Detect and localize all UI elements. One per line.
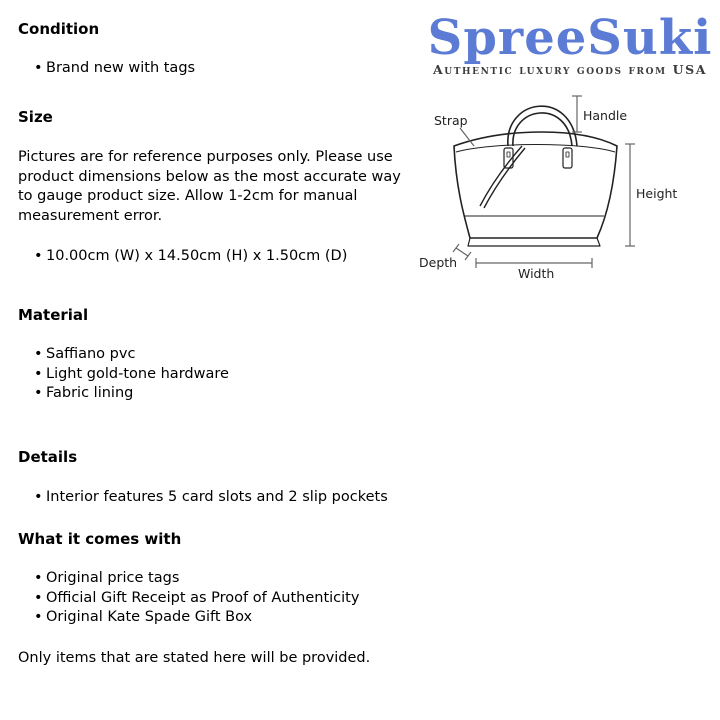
material-list [18,345,229,404]
list-item: • Saffiano pvc [46,345,229,365]
list-item: • Interior features 5 card slots and 2 slip pockets [46,488,466,508]
footer-note: Only items that are stated here will be provided. [18,650,371,666]
logo-tagline-text: Authentic luxury goods from USA [432,62,708,77]
brand-logo [424,12,716,77]
width-label: Width [518,266,555,281]
list-item: • Original Kate Spade Gift Box [46,608,466,628]
condition-list [18,59,195,79]
comes-with-heading: What it comes with [18,530,182,548]
list-item: • 10.00cm (W) x 14.50cm (H) x 1.50cm (D) [46,247,466,267]
details-heading: Details [18,448,78,466]
logo-wordmark: SpreeSuki [427,10,713,66]
list-item: • Light gold-tone hardware [46,365,229,385]
logo-tagline [424,62,716,77]
size-heading: Size [18,108,53,126]
height-label: Height [636,186,678,201]
depth-label: Depth [419,255,458,270]
list-item: • Official Gift Receipt as Proof of Authenticity [46,589,466,609]
size-list [18,247,466,267]
bag-dimension-diagram [412,88,712,288]
list-item: • Fabric lining [46,384,229,404]
material-heading: Material [18,306,89,324]
condition-heading: Condition [18,20,100,38]
size-paragraph: Pictures are for reference purposes only. Please use product dimensions below as the most accurate way to gauge product size. Allow 1-2cm for manual measurement error. [18,149,401,224]
handbag-icon [454,106,617,246]
handle-label: Handle [583,108,628,123]
list-item: • Brand new with tags [46,59,195,79]
details-list [18,488,466,508]
list-item: • Original price tags [46,569,466,589]
strap-label: Strap [434,113,468,128]
comes-with-list [18,569,466,628]
